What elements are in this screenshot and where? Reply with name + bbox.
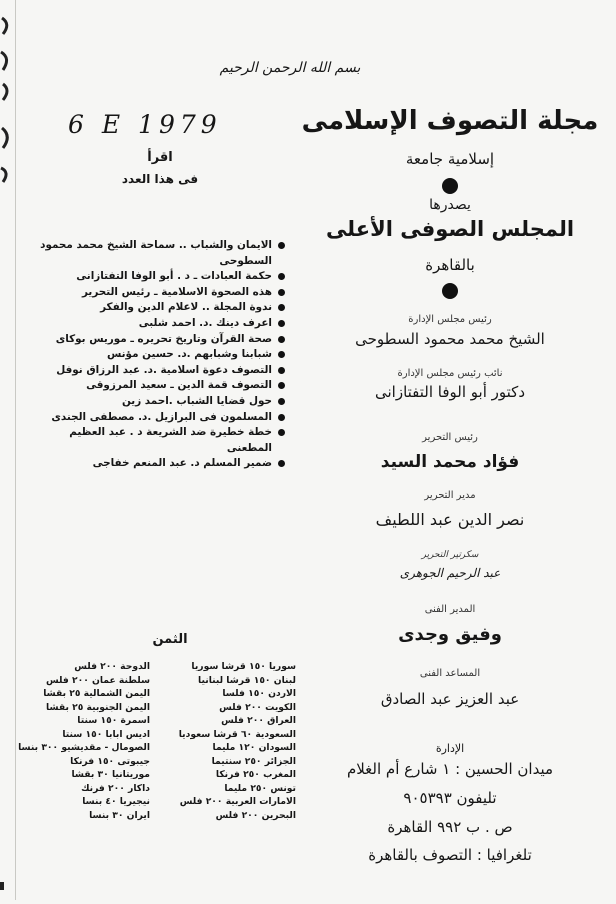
price-row: المغرب ٢٥٠ فرنكا <box>215 769 296 780</box>
price-column-left <box>14 660 150 822</box>
staff-name: وفيق وجدى <box>398 624 502 645</box>
staff-name: فؤاد محمد السيد <box>380 452 520 472</box>
price-row: تونس ٢٥٠ مليما <box>224 782 296 794</box>
magazine-title: مجلة التصوف الإسلامى <box>301 106 599 136</box>
price-row: لبنان ١٥٠ قرشا لبنانيا <box>198 674 296 686</box>
handwritten-date-note: 6 E 1979 <box>68 110 222 139</box>
staff-name: عبد العزيز عبد الصادق <box>380 690 520 708</box>
staff-role: رئيس مجلس الإدارة <box>408 314 492 325</box>
staff-role: نائب رئيس مجلس الإدارة <box>397 368 503 379</box>
contents-item: خطة خطيرة ضد الشريعة د . عبد العظيم المطعنى <box>24 425 286 456</box>
phone-line: تليفون ٩٠٥٣٩٣ <box>403 789 497 807</box>
price-row: الدوحة ٢٠٠ فلس <box>74 661 150 672</box>
contents-item: ضمير المسلم د. عبد المنعم خفاجى <box>24 456 286 472</box>
address-line: ميدان الحسين : ١ شارع أم الغلام <box>346 760 554 778</box>
contents-item: التصوف قمة الدين ـ سعيد المرزوقى <box>24 378 286 394</box>
staff-name: نصر الدين عبد اللطيف <box>375 510 525 529</box>
publisher-name: المجلس الصوفى الأعلى <box>325 217 575 241</box>
price-row: الامارات العربية ٢٠٠ فلس <box>179 796 296 807</box>
staff-role: مدير التحرير <box>424 490 476 501</box>
basmala: بسم الله الرحمن الرحيم <box>219 60 361 76</box>
contents-item: حول قضايا الشباب .احمد زين <box>24 394 286 410</box>
contents-item: شبابنا وشبابهم .د. حسين مؤنس <box>24 347 286 363</box>
publisher-city: بالقاهرة <box>425 256 475 274</box>
contents-item: المسلمون فى البرازيل .د. مصطفى الجندى <box>24 410 286 426</box>
price-row: ايران ٣٠ بنسا <box>89 809 150 821</box>
separator-dot <box>442 283 458 299</box>
staff-role: المدير الفنى <box>424 604 476 615</box>
masthead-column <box>300 0 600 900</box>
price-row: البحرين ٢٠٠ فلس <box>215 809 296 821</box>
price-row: سوريا ١٥٠ قرشا سوريا <box>191 661 296 672</box>
contents-item: هذه الصحوة الاسلامية ـ رئيس التحرير <box>24 285 286 301</box>
price-row: موريتانيا ٣٠ بقشا <box>71 769 150 780</box>
price-heading: الثمن <box>152 632 188 647</box>
contents-item: اعرف دينك .د. احمد شلبى <box>24 316 286 332</box>
po-box-line: ص . ب ٩٩٢ القاهرة <box>387 818 513 836</box>
price-row: نيجيريا ٤٠ بنسا <box>82 796 150 807</box>
contents-item: حكمة العبادات ـ د . أبو الوفا التفتازانى <box>24 269 286 285</box>
price-row: اديس ابابا ١٥٠ سنتا <box>62 728 150 740</box>
price-row: سلطنة عمان ٢٠٠ فلس <box>46 674 150 686</box>
price-row: العراق ٢٠٠ فلس <box>221 715 296 726</box>
price-column-right <box>150 660 296 822</box>
contents-item: ندوة المجلة .. لاعلام الدين والفكر <box>24 300 286 316</box>
separator-dot <box>442 178 458 194</box>
price-row: السعودية ٦٠ قرشا سعوديا <box>178 728 296 740</box>
price-row: داكار ٢٠٠ فرنك <box>81 782 150 794</box>
price-row: جيبوتى ١٥٠ فرنكا <box>70 755 150 767</box>
contents-heading: اقرأ <box>147 150 173 165</box>
price-row: اليمن الشمالية ٢٥ بقشا <box>43 688 150 699</box>
price-row: الصومال - مقديشيو ٣٠٠ بنسا <box>18 742 150 753</box>
contents-subheading: فى هذا العدد <box>121 172 199 186</box>
price-row: اسمرة ١٥٠ سنتا <box>77 715 150 726</box>
price-row: الكويت ٢٠٠ فلس <box>219 701 296 713</box>
contents-item: التصوف دعوة اسلامية .د. عبد الرزاق نوفل <box>24 363 286 379</box>
price-row: اليمن الجنوبية ٢٥ بقشا <box>46 701 150 713</box>
magazine-subtitle: إسلامية جامعة <box>405 150 495 168</box>
staff-name: الشيخ محمد محمود السطوحى <box>355 330 545 348</box>
price-row: الاردن ١٥٠ فلسا <box>222 688 296 699</box>
price-row: السودان ١٢٠ مليما <box>212 742 296 753</box>
staff-role: رئيس التحرير <box>422 432 478 443</box>
staff-role: المساعد الفنى <box>419 668 481 679</box>
contents-list <box>24 238 286 472</box>
contents-item: صحة القرآن وتاريخ تحريره ـ موريس بوكاى <box>24 332 286 348</box>
telegraph-line: تلغرافيا : التصوف بالقاهرة <box>368 846 532 864</box>
publisher-intro: يصدرها <box>429 197 471 213</box>
price-row: الجزائر ٢٥٠ سنتيما <box>211 755 296 767</box>
staff-name: عبد الرحيم الجوهرى <box>399 566 501 580</box>
staff-role: سكرتير التحرير <box>421 550 479 560</box>
staff-name: دكتور أبو الوفا التفتازانى <box>375 383 525 401</box>
administration-heading: الإدارة <box>435 742 465 755</box>
contents-item: الايمان والشباب .. سماحة الشيخ محمد محمود السطوحى <box>24 238 286 269</box>
